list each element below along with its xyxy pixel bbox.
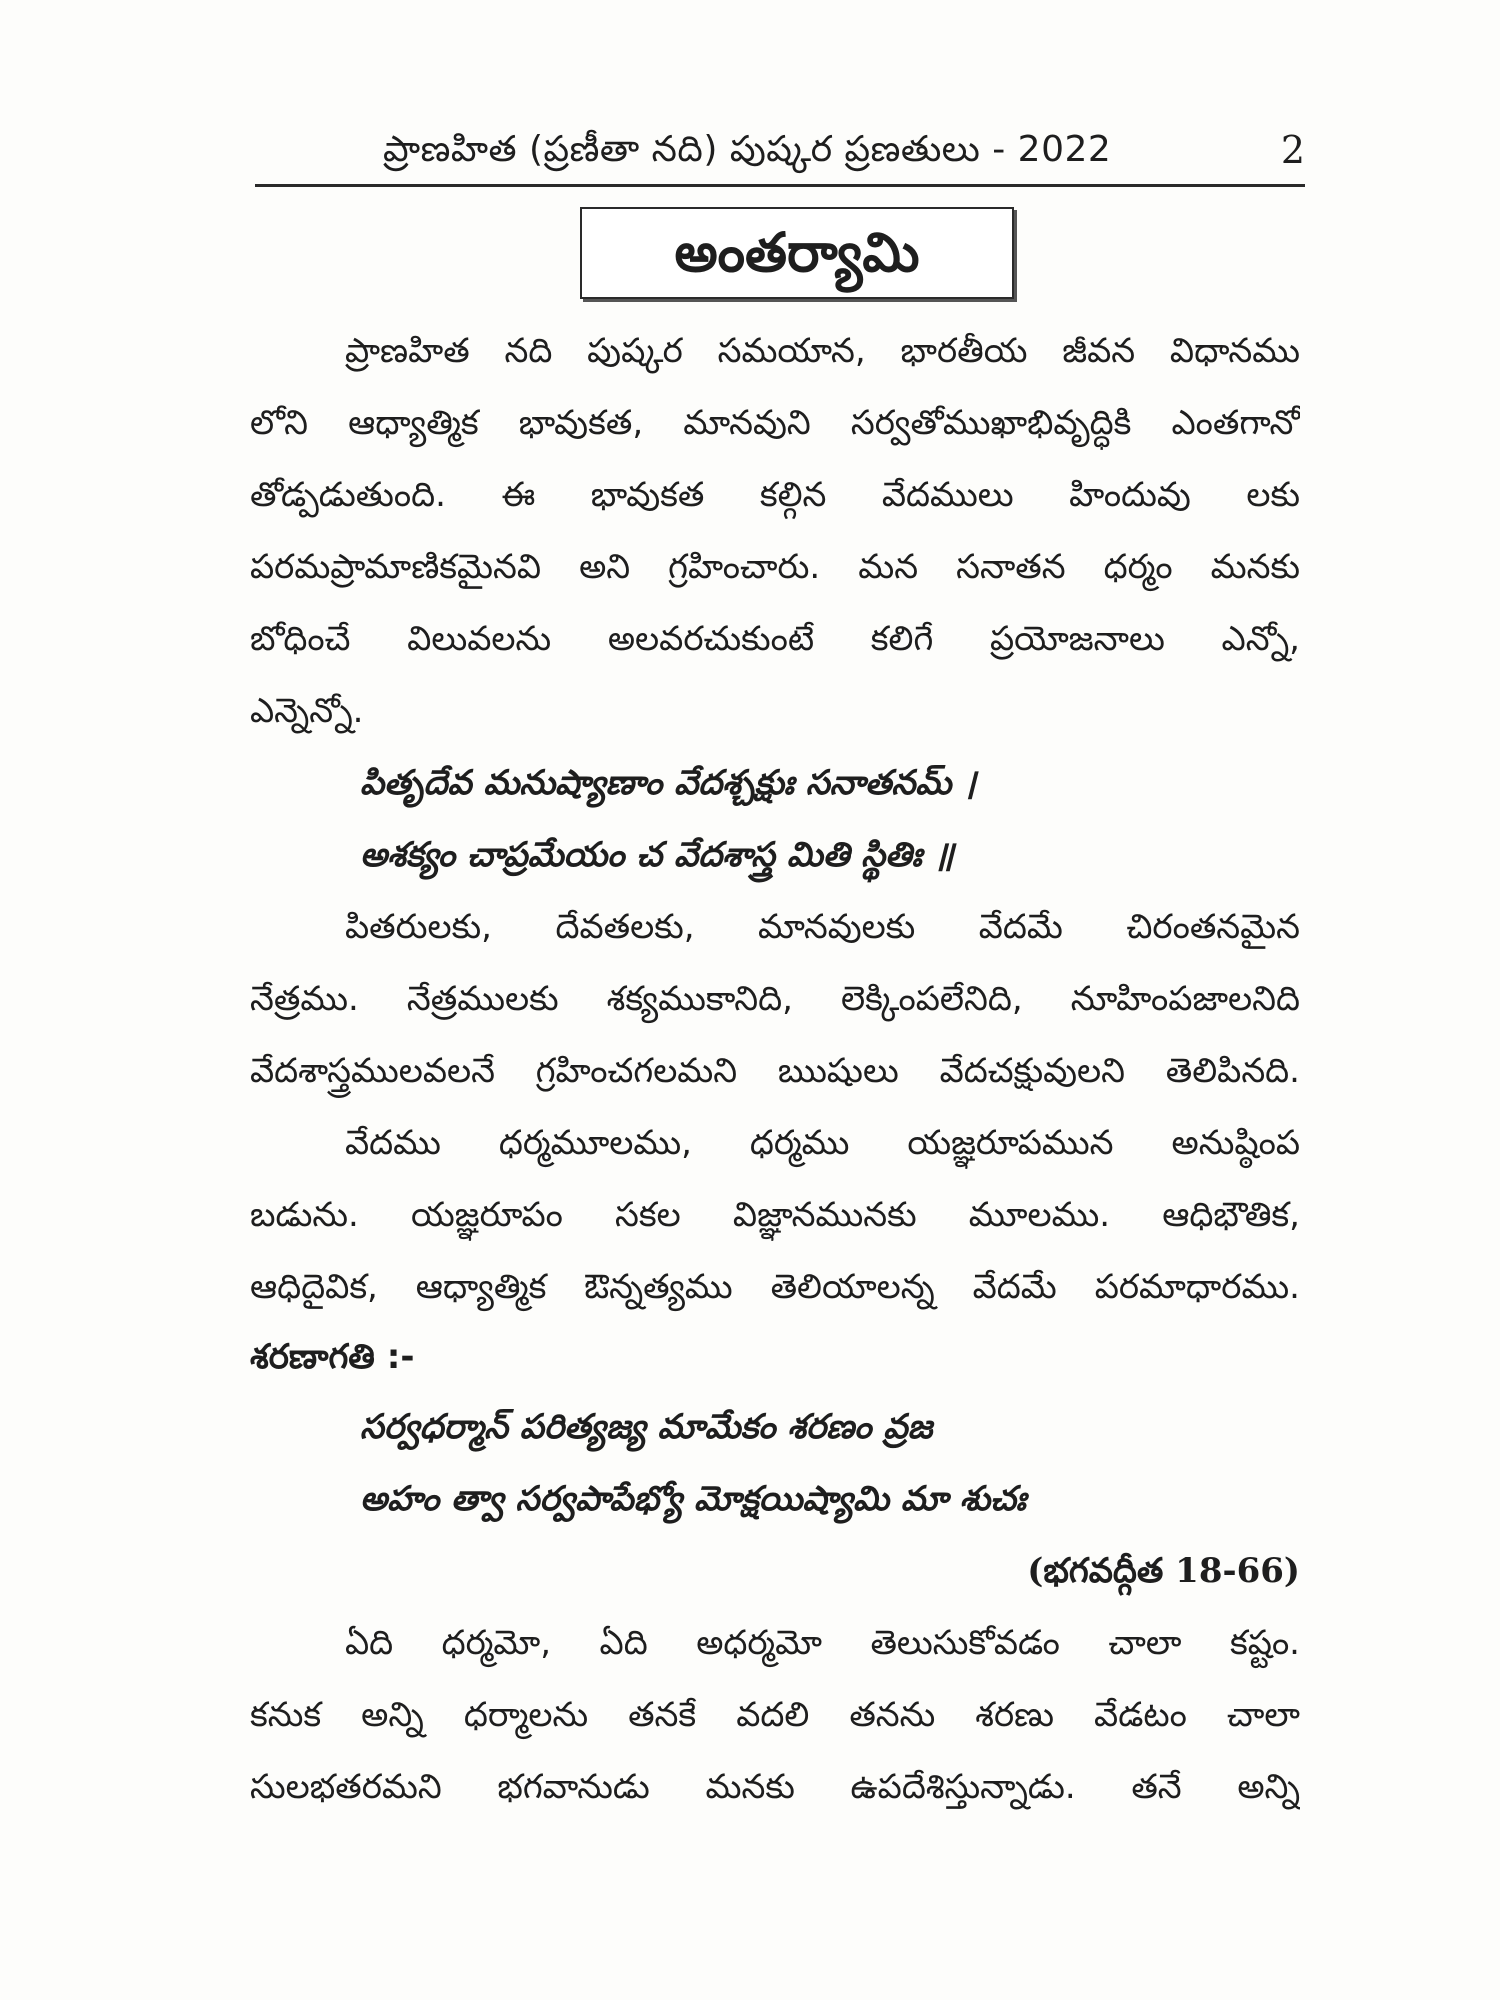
text-line: పరమప్రామాణికమైనవి అని గ్రహించారు. మన సనాతన ధర్మం మనకు [250, 547, 1300, 587]
text-line: బడును. యజ్ఞరూపం సకల విజ్ఞానమునకు మూలము. ఆధిభౌతిక, [250, 1195, 1300, 1235]
text-line: ఎన్నెన్నో. [250, 691, 364, 731]
verse-line: పితృదేవ మనుష్యాణాం వేదశ్చక్షుః సనాతనమ్ । [360, 763, 977, 803]
text-line: ఆధిదైవిక, ఆధ్యాత్మిక ఔన్నత్యము తెలియాలన్న వేదమే పరమాధారము. [250, 1267, 1300, 1307]
verse-reference: (భగవద్గీత 18-66) [1027, 1551, 1300, 1591]
verse-line: సర్వధర్మాన్ పరిత్యజ్య మామేకం శరణం వ్రజ [360, 1407, 933, 1447]
running-head [255, 120, 1305, 180]
verse-line: అహం త్వా సర్వపాపేభ్యో మోక్షయిష్యామి మా శుచః [360, 1479, 1026, 1519]
text-line: ప్రాణహిత నది పుష్కర సమయాన, భారతీయ జీవన విధానము [345, 331, 1300, 371]
text-line: సులభతరమని భగవానుడు మనకు ఉపదేశిస్తున్నాడు. తనే అన్ని [250, 1767, 1300, 1807]
text-line: పితరులకు, దేవతలకు, మానవులకు వేదమే చిరంతనమైన [345, 907, 1300, 947]
verse-line: అశక్యం చాప్రమేయం చ వేదశాస్త్ర మితి స్థితిః ॥ [360, 835, 954, 875]
text-line: వేదశాస్త్రములవలనే గ్రహించగలమని ఋషులు వేదచక్షువులని తెలిపినది. [250, 1051, 1300, 1091]
text-line: ఏది ధర్మమో, ఏది అధర్మమో తెలుసుకోవడం చాలా కష్టం. [345, 1623, 1300, 1663]
chapter-title-box [580, 207, 1014, 299]
text-line: బోధించే విలువలను అలవరచుకుంటే కలిగే ప్రయోజనాలు ఎన్నో, [250, 619, 1300, 659]
body-text [250, 315, 1300, 1823]
running-title: ప్రాణహిత (ప్రణీతా నది) పుష్కర ప్రణతులు - 2022 [383, 129, 1112, 170]
text-line: నేత్రము. నేత్రములకు శక్యముకానిది, లెక్కింపలేనిది, నూహింపజాలనిది [250, 979, 1300, 1019]
section-heading: శరణాగతి :- [250, 1337, 415, 1377]
page-number: 2 [1280, 128, 1305, 172]
text-line: వేదము ధర్మమూలము, ధర్మము యజ్ఞరూపమున అనుష్ఠింప [345, 1123, 1300, 1163]
chapter-title: అంతర్యామి [674, 221, 920, 284]
text-line: లోని ఆధ్యాత్మిక భావుకత, మానవుని సర్వతోముఖాభివృద్ధికి ఎంతగానో [250, 403, 1300, 443]
header-rule [255, 184, 1305, 187]
text-line: కనుక అన్ని ధర్మాలను తనకే వదలి తనను శరణు వేడటం చాలా [250, 1695, 1300, 1735]
text-line: తోడ్పడుతుంది. ఈ భావుకత కల్గిన వేదములు హిందువు లకు [250, 475, 1300, 515]
